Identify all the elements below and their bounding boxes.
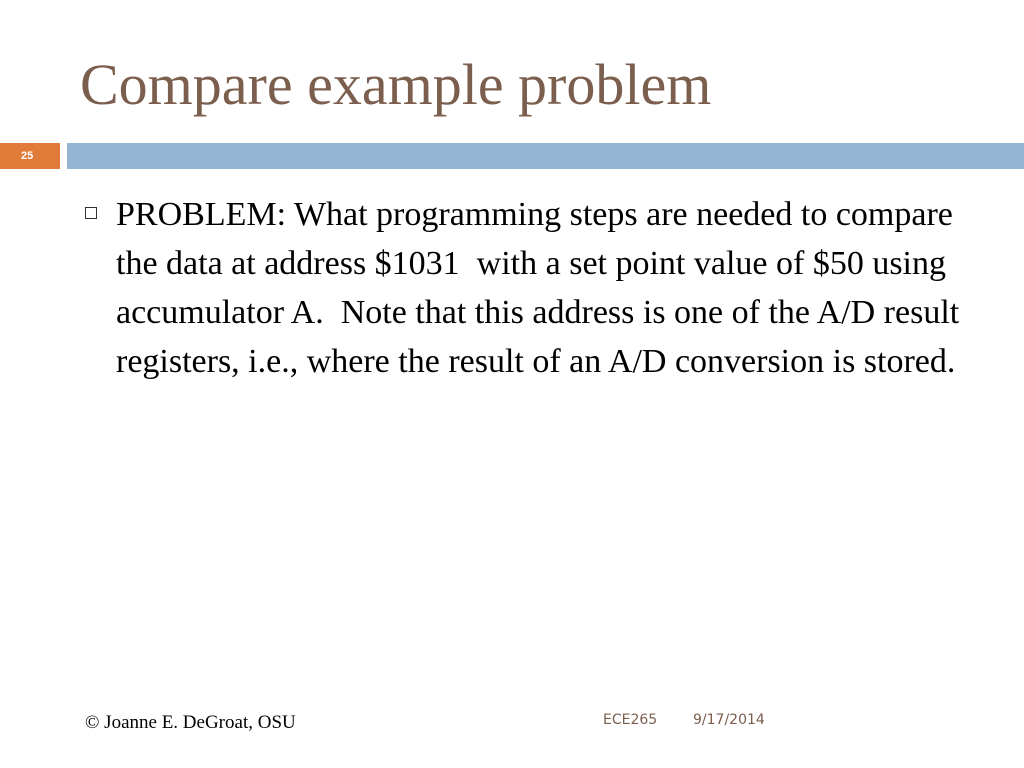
bullet-item: [85, 190, 968, 386]
slide-content: [85, 190, 968, 386]
footer-course: ECE265: [603, 712, 658, 728]
title-rule-bar: [67, 143, 1024, 169]
hollow-square-bullet-icon: [85, 207, 97, 219]
slide-title: Compare example problem: [80, 52, 712, 117]
footer-date: 9/17/2014: [693, 712, 765, 728]
slide-number-badge: [0, 143, 60, 169]
bullet-text: PROBLEM: What programming steps are needed to compare the data at address $1031 with a set point value of $50 using accumulator A. Note that this address is one of the A/D result registers, i.e., where the result of an A/D conversion is stored.: [116, 196, 968, 380]
footer-copyright: © Joanne E. DeGroat, OSU: [85, 712, 296, 733]
slide-number: 25: [21, 150, 34, 162]
